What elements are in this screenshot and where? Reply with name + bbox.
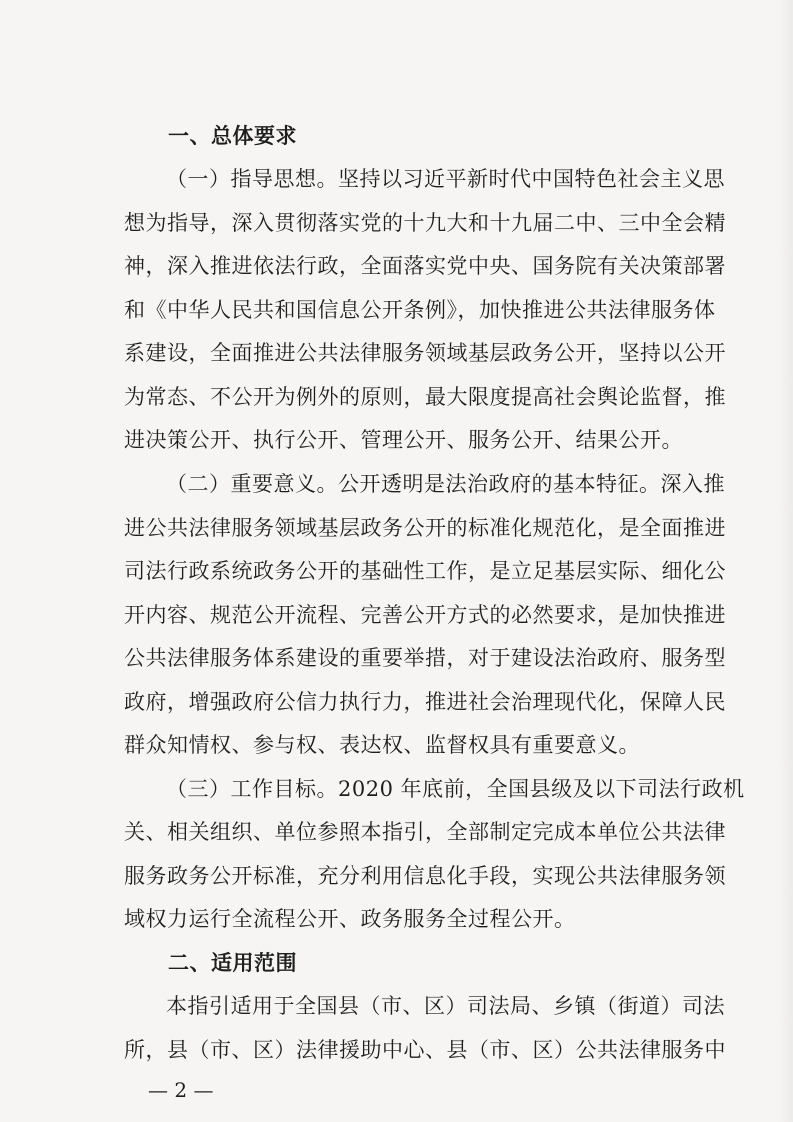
text-line: 和《中华人民共和国信息公开条例》，加快推进公共法律服务体: [124, 298, 716, 322]
text-line: 系建设，全面推进公共法律服务领域基层政务公开，坚持以公开: [124, 341, 726, 365]
text-line: 域权力运行全流程公开、政务服务全过程公开。: [124, 907, 576, 931]
text-line: 公共法律服务体系建设的重要举措，对于建设法治政府、服务型: [124, 646, 726, 670]
text-line: 为常态、不公开为例外的原则，最大限度提高社会舆论监督，推: [124, 385, 726, 409]
text-line: （三）工作目标。2020 年底前，全国县级及以下司法行政机: [166, 777, 745, 801]
text-line: 服务政务公开标准，充分利用信息化手段，实现公共法律服务领: [124, 864, 726, 888]
text-line: 神，深入推进依法行政，全面落实党中央、国务院有关决策部署: [124, 254, 726, 278]
text-line: 进公共法律服务领域基层政务公开的标准化规范化，是全面推进: [124, 516, 726, 540]
text-line: 开内容、规范公开流程、完善公开方式的必然要求，是加快推进: [124, 603, 726, 627]
text-line: 进决策公开、执行公开、管理公开、服务公开、结果公开。: [124, 428, 683, 452]
text-line: 司法行政系统政务公开的基础性工作，是立足基层实际、细化公: [124, 559, 726, 583]
text-line: 想为指导，深入贯彻落实党的十九大和十九届二中、三中全会精: [124, 211, 726, 235]
text-line: 关、相关组织、单位参照本指引，全部制定完成本单位公共法律: [124, 820, 726, 844]
page-edge-shadow: [779, 0, 793, 1122]
section-heading-1: 一、总体要求: [168, 124, 297, 148]
text-line: （二）重要意义。公开透明是法治政府的基本特征。深入推: [166, 472, 725, 496]
text-line: 所，县（市、区）法律援助中心、县（市、区）公共法律服务中: [124, 1038, 726, 1062]
page-number: — 2 —: [148, 1078, 214, 1102]
text-line: （一）指导思想。坚持以习近平新时代中国特色社会主义思: [166, 167, 725, 191]
text-line: 本指引适用于全国县（市、区）司法局、乡镇（街道）司法: [166, 994, 725, 1018]
section-heading-2: 二、适用范围: [168, 951, 297, 975]
text-line: 政府，增强政府公信力执行力，推进社会治理现代化，保障人民: [124, 690, 726, 714]
text-line: 群众知情权、参与权、表达权、监督权具有重要意义。: [124, 733, 640, 757]
